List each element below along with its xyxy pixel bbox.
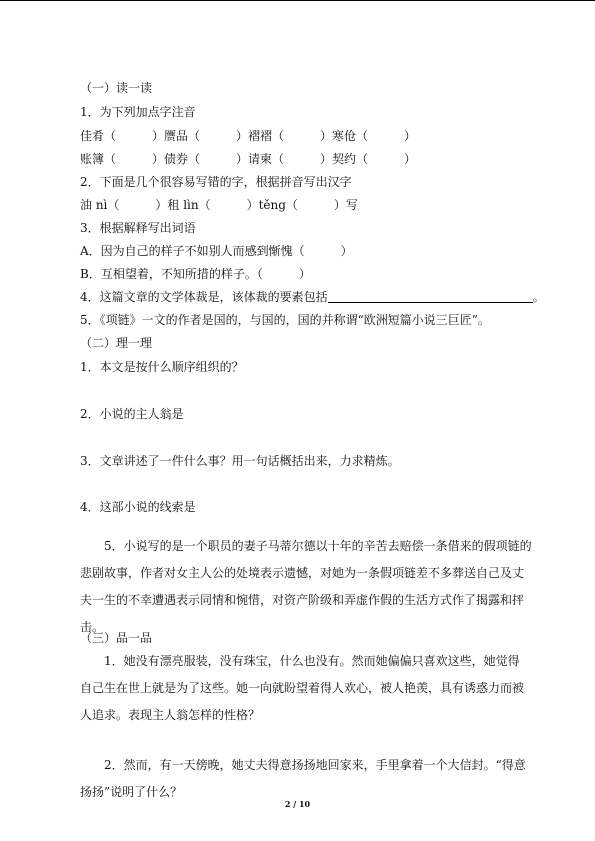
section-2-question-3: 3．文章讲述了一件什么事？用一句话概括出来，力求精炼。 [80,454,400,468]
question-3-b: B．互相望着，不知所措的样子。（ ） [80,267,311,281]
question-1-row-2: 账簿（ ）债券（ ）请柬（ ）契约（ ） [80,152,417,166]
question-1-title: 1．为下列加点字注音 [80,105,196,119]
question-3-title: 3．根据解释写出词语 [80,221,196,235]
section-2-question-2: 2．小说的主人翁是 [80,407,184,421]
question-4 [80,289,545,305]
section-3-question-1: 1．她没有漂亮服装，没有珠宝，什么也没有。然而她偏偏只喜欢这些，她觉得自己生在世上就是为了这些。她一向就盼望着得人欢心，被人艳羡，具有诱惑力而被人追求。表现主人翁怎样的性格？ [80,654,525,722]
section-3-question-2: 2．然而，有一天傍晚，她丈夫得意扬扬地回家来，手里拿着一个大信封。“得意扬扬”说明了什么？ [80,758,526,799]
question-3-a: A．因为自己的样子不如别人而感到惭愧（ ） [80,244,353,258]
section-2-title: （二）理一理 [80,336,153,350]
section-2-question-1: 1．本文是按什么顺序组织的？ [80,360,244,374]
question-2-row: 油 nì（ ）租 lìn（ ）těng（ ）写 [80,198,358,212]
section-2-question-4: 4．这部小说的线索是 [80,500,196,514]
top-rule [0,0,595,1]
section-2-question-5: 5．小说写的是一个职员的妻子马蒂尔德以十年的辛苦去赔偿一条借来的假项链的悲剧故事，作者对女主人公的处境表示遗憾，对她为一条假项链差不多葬送自己及丈夫一生的不幸遭遇表示同情和惋惜，对资产阶级和弄虚作假的生活方式作了揭露和抨击。 [80,539,532,634]
question-4-end: 。 [532,290,545,304]
answer-blank [328,290,533,303]
section-3-title: （三）品一品 [80,631,153,645]
question-1-row-1: 佳肴（ ）赝品（ ）褶褶（ ）寒伧（ ） [80,129,417,143]
question-4-text: 4．这篇文章的文学体裁是，该体裁的要素包括 [80,290,328,304]
question-5: 5．《项链》一文的作者是国的，与国的，国的并称谓“欧洲短篇小说三巨匠”。 [80,313,490,327]
page-number: 2 / 10 [284,799,311,809]
question-2-title: 2．下面是几个很容易写错的字，根据拼音写出汉字 [80,175,352,189]
section-1-title: （一）读一读 [80,81,153,95]
